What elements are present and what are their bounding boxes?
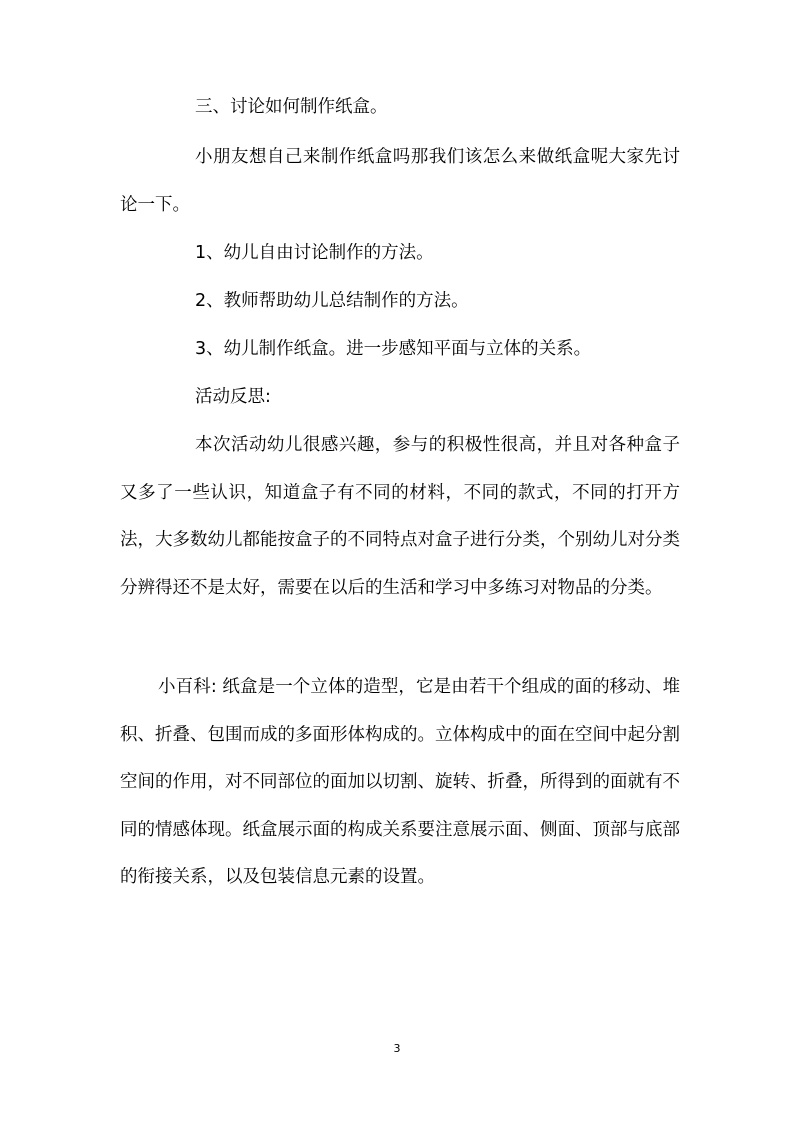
step-item-3: 3、幼儿制作纸盒。进一步感知平面与立体的关系。 bbox=[195, 339, 592, 359]
step-item-2: 2、教师帮助幼儿总结制作的方法。 bbox=[195, 291, 469, 311]
reflection-body: 本次活动幼儿很感兴趣，参与的积极性很高，并且对各种盒子又多了一些认识，知道盒子有不同的材料，不同的款式，不同的打开方法，大多数幼儿都能按盒子的不同特点对盒子进行分类，个别幼儿对分类分辨得还不是太好，需要在以后的生活和学习中多练习对物品的分类。 bbox=[120, 435, 680, 598]
intro-paragraph: 小朋友想自己来制作纸盒吗那我们该怎么来做纸盒呢大家先讨论一下。 bbox=[120, 147, 680, 215]
section-heading: 三、讨论如何制作纸盒。 bbox=[195, 97, 388, 117]
encyclopedia-paragraph: 小百科: 纸盒是一个立体的造型，它是由若干个组成的面的移动、堆积、折叠、包围而成的多面形体构成的。立体构成中的面在空间中起分割空间的作用，对不同部位的面加以切割、旋转、折叠，所得到的面就有不同的情感体现。纸盒展示面的构成关系要注意展示面、侧面、顶部与底部的衔接关系，以及包装信息元素的设置。 bbox=[120, 677, 680, 887]
page-number: 3 bbox=[393, 1042, 401, 1055]
reflection-title: 活动反思: bbox=[195, 387, 271, 407]
step-item-1: 1、幼儿自由讨论制作的方法。 bbox=[195, 243, 434, 263]
